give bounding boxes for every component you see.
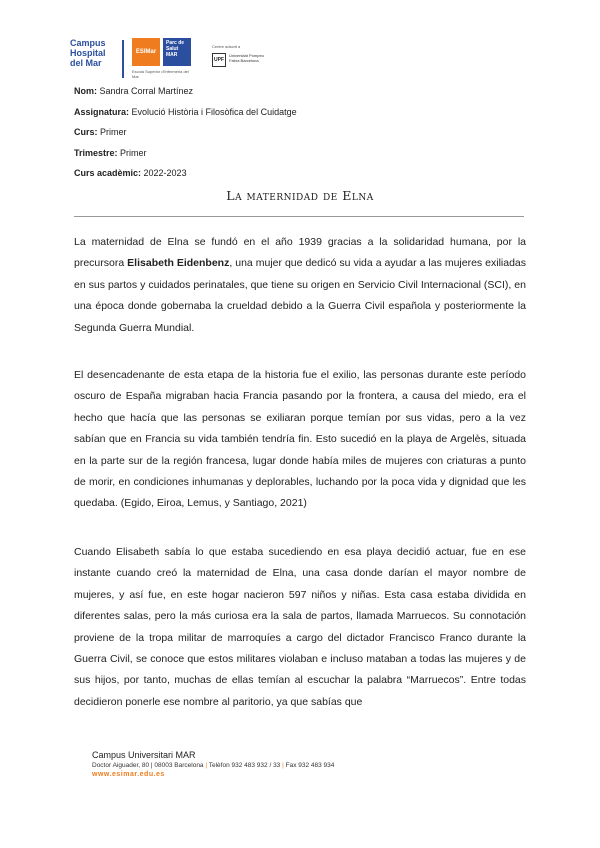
- footer-separator-2: |: [280, 762, 286, 769]
- paragraph-1-part-a: La maternidad de Elna se fundó en el año 1939 gracias a la solidaridad humana, por la precursora: [74, 236, 526, 270]
- meta-nom-label: Nom:: [74, 86, 97, 96]
- campus-logo-line-2: Hospital: [70, 48, 106, 58]
- meta-curs-value: Primer: [97, 127, 127, 137]
- meta-assignatura-label: Assignatura:: [74, 107, 130, 117]
- footer-contact-line: [92, 762, 512, 769]
- paragraph-3: Cuando Elisabeth sabía lo que estaba sucediendo en esa playa decidió actuar, fue en ese instante cuando creó la maternidad de Elna, una casa donde darían el mayor nombre de mujeres, y así fue, en este hogar nacieron 597 niños y niñas. Esta casa estaba dividida en diferentes salas, pero la más curiosa era la sala de partos, llamada Marruecos. Su connotación proviene de la tropa militar de marroquíes a cargo del dictador Francisco Franco durante la Guerra Civil, se conoce que estos militares violaban e incluso mataban a todas las mujeres y de sus hijos, por tanto, muchas de ellas temían al escuchar la palabra “Marruecos”. Entre todas decidieron ponerle ese nombre al paritorio, ya que sabías que: [74, 546, 526, 708]
- meta-assignatura: [74, 107, 297, 117]
- footer-phone: Telèfon 932 483 932 / 33: [208, 762, 281, 769]
- paragraph-1-name: Elisabeth Eidenbenz: [127, 257, 230, 270]
- document-title: La maternidad de Elna: [226, 188, 374, 203]
- meta-nom: [74, 86, 193, 96]
- meta-trimestre: [74, 148, 147, 158]
- footer-website-link[interactable]: www.esimar.edu.es: [92, 771, 165, 778]
- esimar-logo-subtitle: Escola Superior d'Infermeria del Mar: [132, 69, 189, 79]
- title-divider: [74, 216, 524, 217]
- campus-logo-line-3: del Mar: [70, 58, 102, 68]
- meta-trimestre-label: Trimestre:: [74, 148, 118, 158]
- upf-logo-name: Universitat Pompeu Fabra Barcelona: [229, 53, 264, 63]
- parc-salut-mar-logo-mark: Parc de Salut MAR: [163, 38, 191, 66]
- meta-curs: [74, 127, 127, 137]
- meta-nom-value: Sandra Corral Martínez: [97, 86, 194, 96]
- footer-address: Doctor Aiguader, 80 | 08003 Barcelona: [92, 762, 204, 769]
- meta-curs-academic-label: Curs acadèmic:: [74, 168, 142, 178]
- esimar-logo-mark: ESIMar: [132, 38, 160, 66]
- footer: [92, 750, 512, 778]
- upf-logo-caption: Centre adscrit a: [212, 44, 241, 49]
- paragraph-1: [74, 232, 526, 339]
- meta-curs-label: Curs:: [74, 127, 98, 137]
- footer-fax: Fax 932 483 934: [285, 762, 335, 769]
- footer-separator-1: |: [203, 762, 209, 769]
- meta-assignatura-value: Evolució Història i Filosòfica del Cuidatge: [129, 107, 297, 117]
- campus-logo-line-1: Campus: [70, 38, 106, 48]
- campus-logo-bar: [122, 40, 124, 78]
- upf-logo-mark: UPF: [212, 53, 226, 67]
- campus-hospital-logo: [70, 38, 124, 80]
- paragraph-1-part-b: , una mujer que dedicó su vida a ayudar a las mujeres exiliadas en sus partos y cuidados perinatales, que tiene su origen en Servicio Civil Internacional (SCI), en una época donde gobernaba la crueldad debido a la Guerra Civil española y posteriormente la Segunda Guerra Mundial.: [74, 257, 526, 334]
- paragraph-2: El desencadenante de esta etapa de la historia fue el exilio, las personas durante este período oscuro de España migraban hacia Francia pasando por la frontera, a causa del miedo, era el hecho que hacía que las personas se exiliaran porque temían por sus vidas, pero a la vez sabían que en Francia su vida también tendría fin. Esto sucedió en la playa de Argelès, situada en la parte sur de la región francesa, lugar donde había miles de mujeres con criaturas a punto de morir, en condiciones inhumanas y deplorables, luchando por la poca vida y dignidad que les quedaba. (Egido, Eiroa, Lemus, y Santiago, 2021): [74, 369, 526, 510]
- meta-trimestre-value: Primer: [117, 148, 147, 158]
- footer-campus-name: Campus Universitari MAR: [92, 750, 196, 760]
- meta-curs-academic-value: 2022-2023: [141, 168, 187, 178]
- esimar-logo: [132, 38, 194, 80]
- upf-logo: [212, 44, 264, 74]
- meta-curs-academic: [74, 168, 187, 178]
